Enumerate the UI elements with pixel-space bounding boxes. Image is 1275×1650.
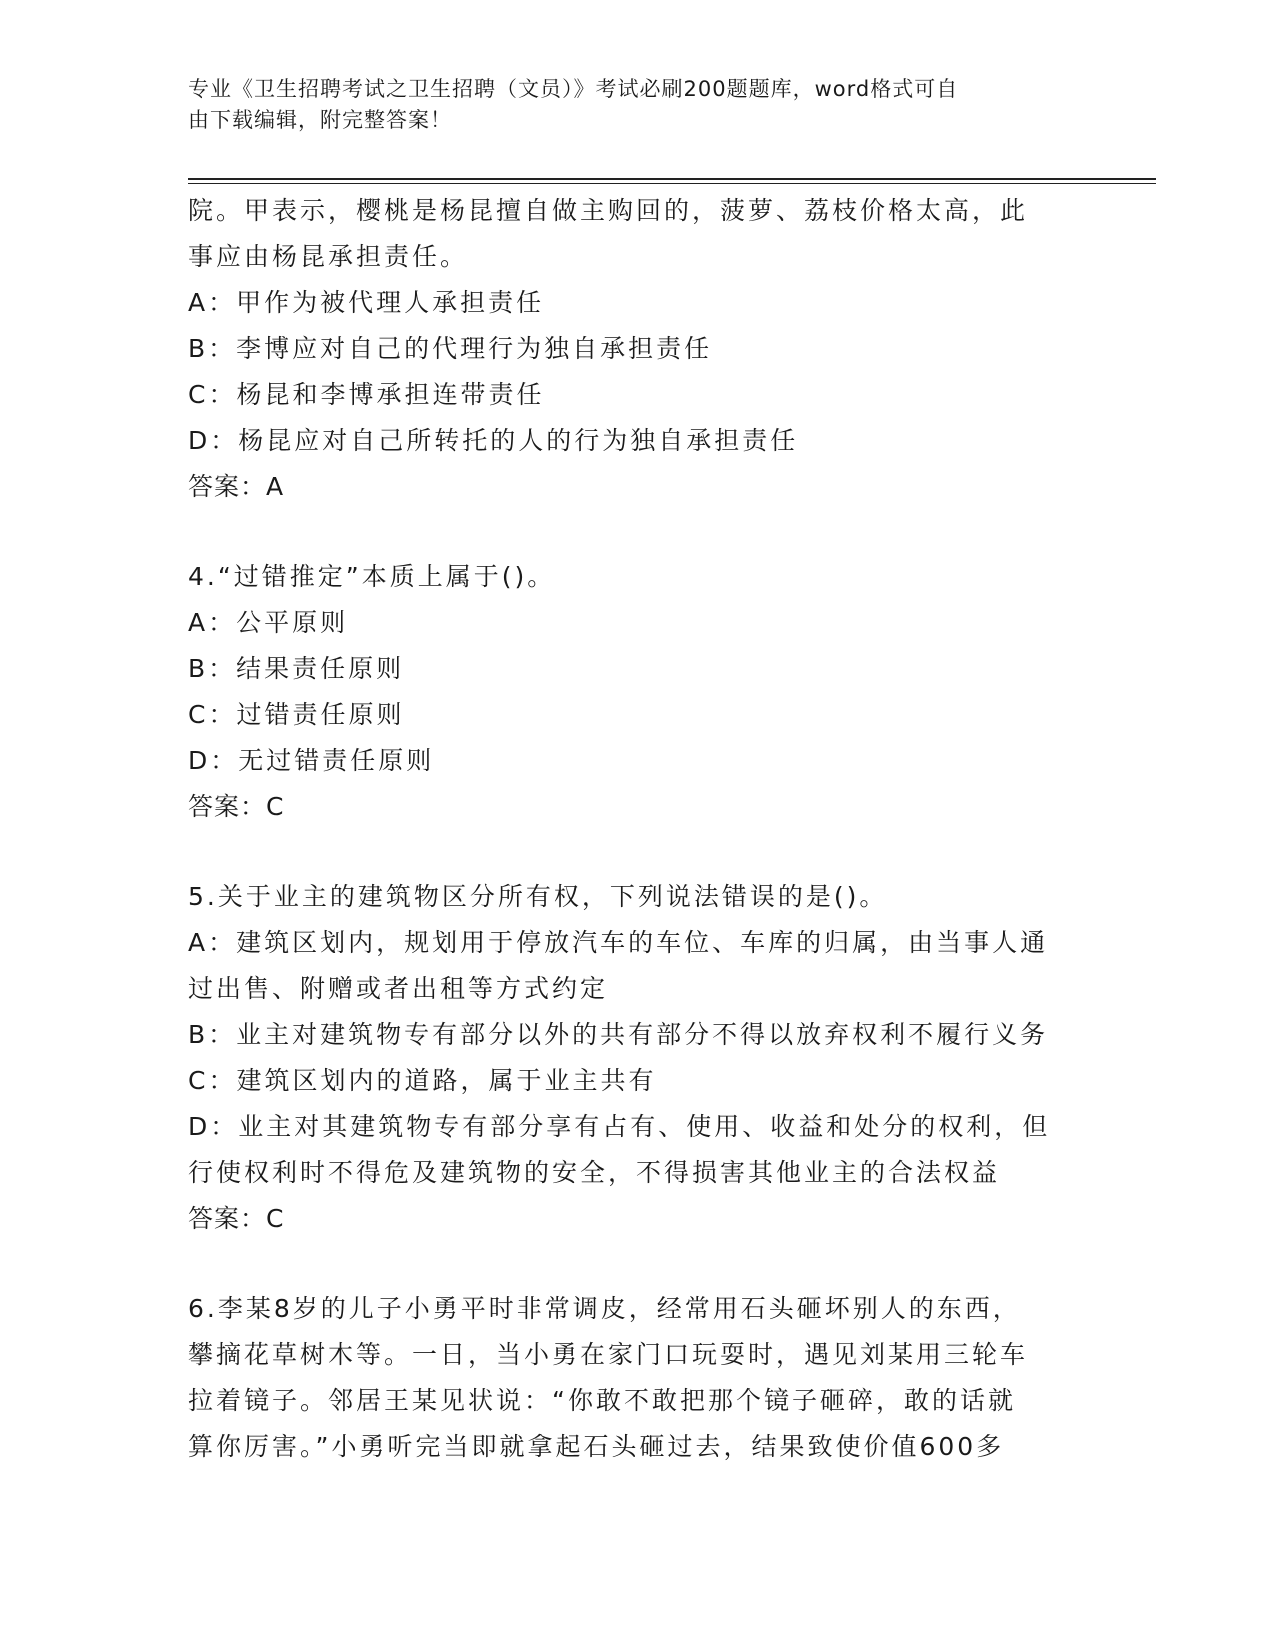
page-header xyxy=(188,74,1068,136)
answer-label: 答案：C xyxy=(188,792,285,821)
header-title-line-1: 专业《卫生招聘考试之卫生招聘（文员）》考试必刷200题题库，word格式可自 xyxy=(188,77,959,101)
question-stem-continued: 攀摘花草树木等。一日，当小勇在家门口玩耍时，遇见刘某用三轮车 xyxy=(188,1340,1029,1369)
option-a-continued: 过出售、附赠或者出租等方式约定 xyxy=(188,974,609,1003)
option-a: A：建筑区划内，规划用于停放汽车的车位、车库的归属，由当事人通 xyxy=(188,928,1049,957)
spacer xyxy=(188,1242,1088,1286)
option-a: A：甲作为被代理人承担责任 xyxy=(188,288,545,317)
document-body xyxy=(188,188,1088,1470)
header-divider xyxy=(188,178,1156,184)
option-d: D：无过错责任原则 xyxy=(188,746,435,775)
answer-label: 答案：A xyxy=(188,472,285,501)
question-5 xyxy=(188,874,1088,1242)
option-d: D：业主对其建筑物专有部分享有占有、使用、收益和处分的权利，但 xyxy=(188,1112,1051,1141)
option-b: B：业主对建筑物专有部分以外的共有部分不得以放弃权利不履行义务 xyxy=(188,1020,1049,1049)
option-d-continued: 行使权利时不得危及建筑物的安全，不得损害其他业主的合法权益 xyxy=(188,1158,1001,1187)
option-c: C：过错责任原则 xyxy=(188,700,405,729)
question-4 xyxy=(188,554,1088,830)
question-stem: 6.李某8岁的儿子小勇平时非常调皮，经常用石头砸坏别人的东西， xyxy=(188,1294,1021,1323)
option-b: B：结果责任原则 xyxy=(188,654,405,683)
question-text-line: 事应由杨昆承担责任。 xyxy=(188,242,469,271)
option-b: B：李博应对自己的代理行为独自承担责任 xyxy=(188,334,713,363)
option-c: C：建筑区划内的道路，属于业主共有 xyxy=(188,1066,657,1095)
option-a: A：公平原则 xyxy=(188,608,349,637)
question-stem-continued: 拉着镜子。邻居王某见状说：“你敢不敢把那个镜子砸碎，敢的话就 xyxy=(188,1386,1016,1415)
header-title-line-2: 由下载编辑，附完整答案！ xyxy=(188,108,452,132)
spacer xyxy=(188,510,1088,554)
question-6 xyxy=(188,1286,1088,1470)
question-stem-continued: 算你厉害。”小勇听完当即就拿起石头砸过去，结果致使价值600多 xyxy=(188,1432,1005,1461)
question-stem: 5.关于业主的建筑物区分所有权，下列说法错误的是()。 xyxy=(188,882,888,911)
question-stem: 4.“过错推定”本质上属于()。 xyxy=(188,562,556,591)
answer-label: 答案：C xyxy=(188,1204,285,1233)
option-d: D：杨昆应对自己所转托的人的行为独自承担责任 xyxy=(188,426,799,455)
question-text-line: 院。甲表示，樱桃是杨昆擅自做主购回的，菠萝、荔枝价格太高，此 xyxy=(188,196,1029,225)
spacer xyxy=(188,830,1088,874)
question-3-continuation xyxy=(188,188,1088,510)
option-c: C：杨昆和李博承担连带责任 xyxy=(188,380,545,409)
